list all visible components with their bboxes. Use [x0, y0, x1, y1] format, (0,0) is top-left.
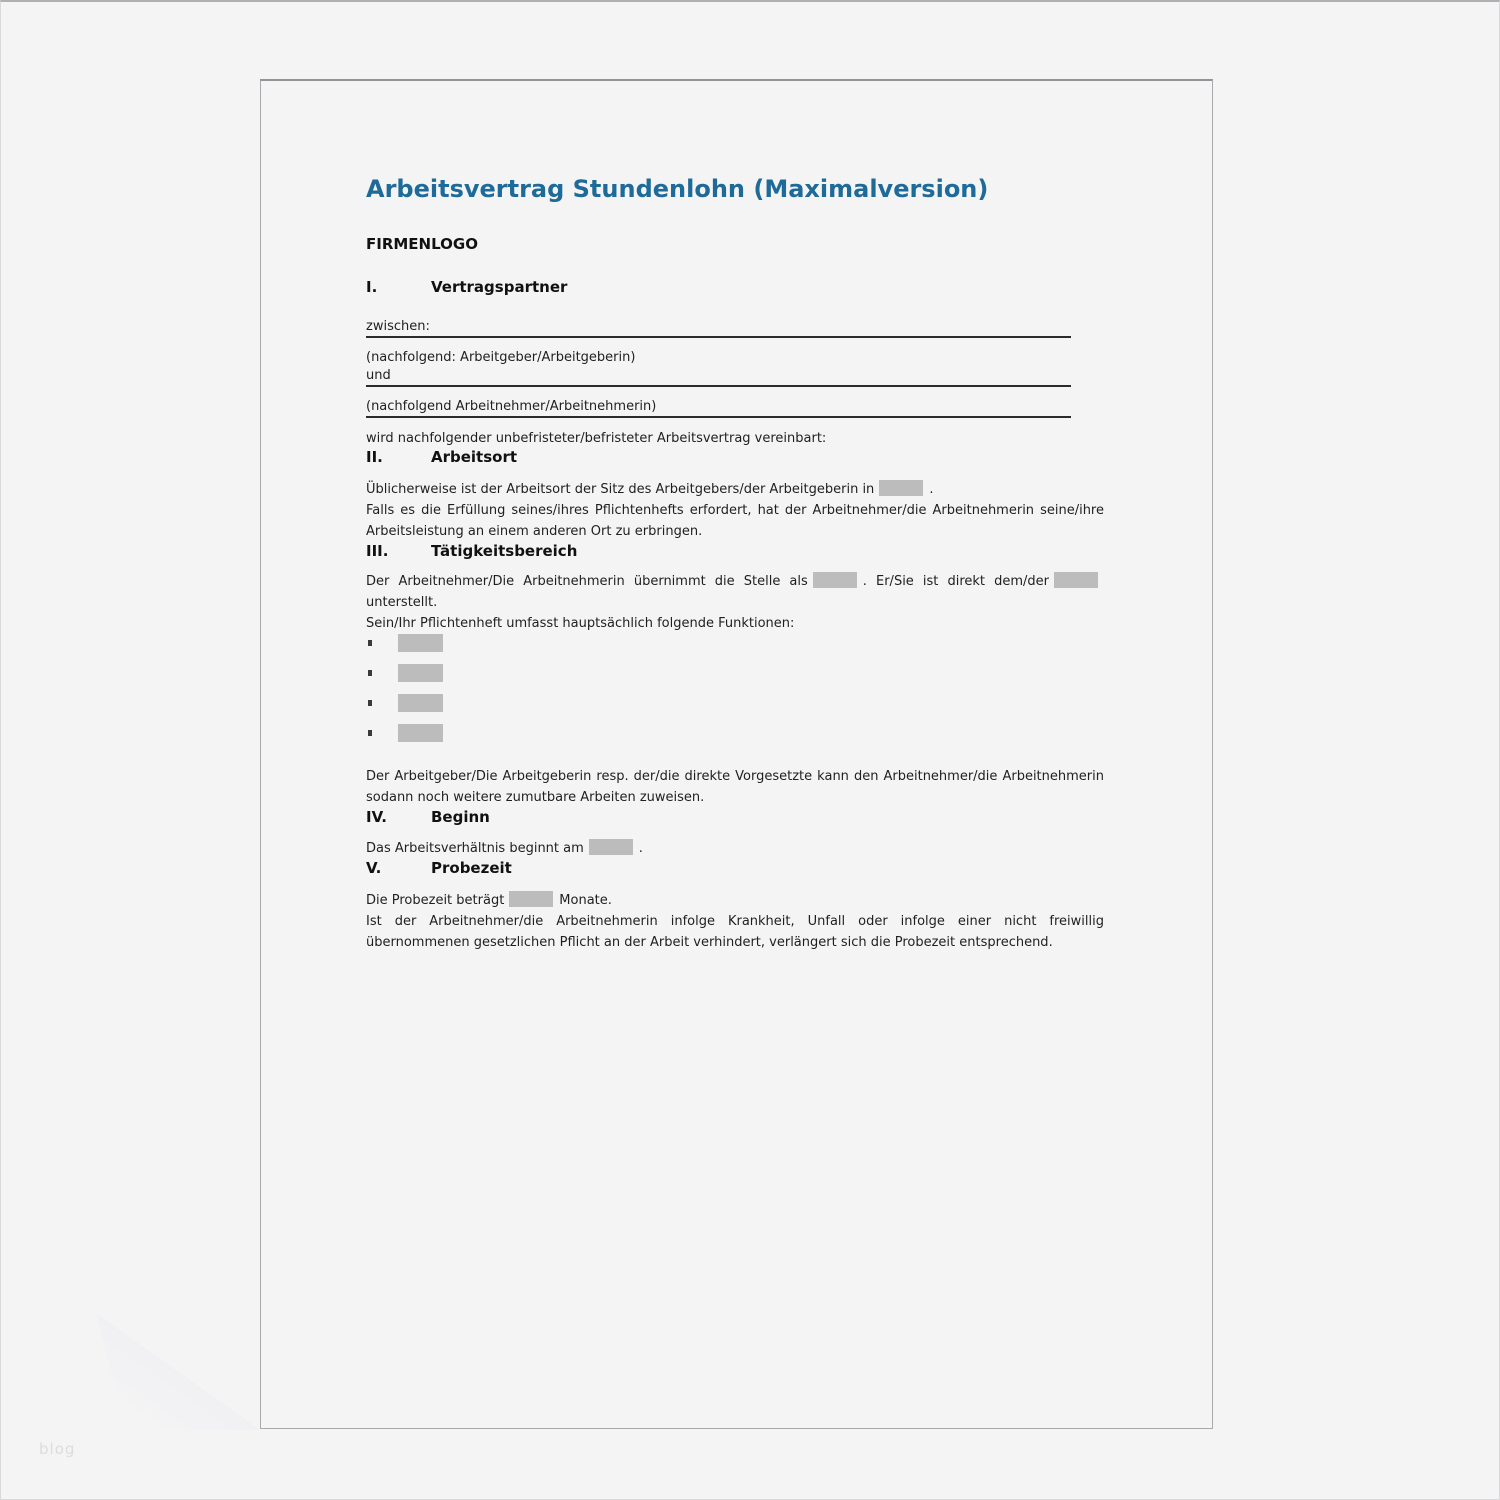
probezeit-paragraph-2: Ist der Arbeitnehmer/die Arbeitnehmerin infolge Krankheit, Unfall oder infolge einer nicht freiwillig übernommenen gesetzlichen Pflicht an der Arbeit verhindert, verlängert sich die Probezeit entsprechend. [366, 914, 1104, 950]
section-heading-taetigkeitsbereich [366, 542, 1104, 560]
section-number: IV. [366, 808, 387, 826]
square-bullet-icon [368, 730, 372, 736]
section-title: Vertragspartner [431, 278, 568, 296]
section-heading-vertragspartner [366, 278, 1104, 296]
employer-caption: (nachfolgend: Arbeitgeber/Arbeitgeberin) [366, 350, 636, 365]
und-label: und [366, 368, 391, 383]
arbeitsort-paragraph-2: Falls es die Erfüllung seines/ihres Pflichtenhefts erfordert, hat der Arbeitnehmer/die Arbeitnehmerin seine/ihre Arbeitsleistung an einem anderen Ort zu erbringen. [366, 503, 1104, 539]
square-bullet-icon [368, 700, 372, 706]
section-number: III. [366, 542, 389, 560]
redacted-placeholder [398, 664, 443, 682]
section-heading-probezeit [366, 859, 1104, 877]
redacted-placeholder [879, 480, 923, 496]
list-item [366, 694, 1104, 712]
section-title: Tätigkeitsbereich [431, 542, 578, 560]
redacted-placeholder [813, 572, 857, 588]
zwischen-label: zwischen: [366, 319, 430, 334]
probezeit-paragraph-1 [366, 890, 1104, 911]
taetigkeit-paragraph-3: Der Arbeitgeber/Die Arbeitgeberin resp. der/die direkte Vorgesetzte kann den Arbeitnehmer/die Arbeitnehmerin sodann noch weitere zumutbare Arbeiten zuweisen. [366, 769, 1104, 805]
text-segment: Die Probezeit beträgt [366, 893, 505, 908]
document-page [260, 79, 1213, 1429]
redacted-placeholder [398, 694, 443, 712]
redacted-placeholder [398, 634, 443, 652]
arbeitsort-paragraph-1 [366, 479, 1104, 500]
redacted-placeholder [1054, 572, 1098, 588]
text-segment: . [929, 482, 934, 497]
text-segment: unterstellt. [366, 595, 438, 610]
section-title: Beginn [431, 808, 490, 826]
fill-in-line-extra [366, 416, 1071, 418]
section-number: I. [366, 278, 378, 296]
page-corner-fold [96, 1313, 260, 1430]
contract-intro: wird nachfolgender unbefristeter/befristeter Arbeitsvertrag vereinbart: [366, 431, 827, 446]
fill-in-line-employer [366, 336, 1071, 338]
square-bullet-icon [368, 640, 372, 646]
text-segment: Üblicherweise ist der Arbeitsort der Sitz des Arbeitgebers/der Arbeitgeberin in [366, 482, 875, 497]
section-heading-beginn [366, 808, 1104, 826]
beginn-paragraph [366, 838, 1104, 859]
text-segment: Der Arbeitnehmer/Die Arbeitnehmerin übernimmt die Stelle als [366, 574, 808, 589]
square-bullet-icon [368, 670, 372, 676]
text-segment: . Er/Sie ist direkt dem/der [862, 574, 1049, 589]
section-title: Arbeitsort [431, 448, 518, 466]
employee-caption: (nachfolgend Arbeitnehmer/Arbeitnehmerin) [366, 399, 657, 414]
function-bullet-list [366, 634, 1104, 742]
pflichtenheft-intro: Sein/Ihr Pflichtenheft umfasst hauptsächlich folgende Funktionen: [366, 616, 795, 631]
section-heading-arbeitsort [366, 448, 1104, 466]
text-segment: Monate. [559, 893, 612, 908]
section-title: Probezeit [431, 859, 512, 877]
list-item [366, 634, 1104, 652]
document-content [261, 81, 1212, 1428]
redacted-placeholder [589, 839, 633, 855]
company-logo-placeholder: FIRMENLOGO [366, 235, 478, 253]
watermark-text: blog [39, 1440, 76, 1458]
taetigkeit-paragraph-1 [366, 571, 1104, 613]
document-title: Arbeitsvertrag Stundenlohn (Maximalversion) [366, 175, 989, 203]
fill-in-line-employee [366, 385, 1071, 387]
list-item [366, 724, 1104, 742]
list-item [366, 664, 1104, 682]
text-segment: Das Arbeitsverhältnis beginnt am [366, 841, 584, 856]
text-segment: . [638, 841, 643, 856]
redacted-placeholder [509, 891, 553, 907]
section-number: II. [366, 448, 383, 466]
redacted-placeholder [398, 724, 443, 742]
section-number: V. [366, 859, 382, 877]
